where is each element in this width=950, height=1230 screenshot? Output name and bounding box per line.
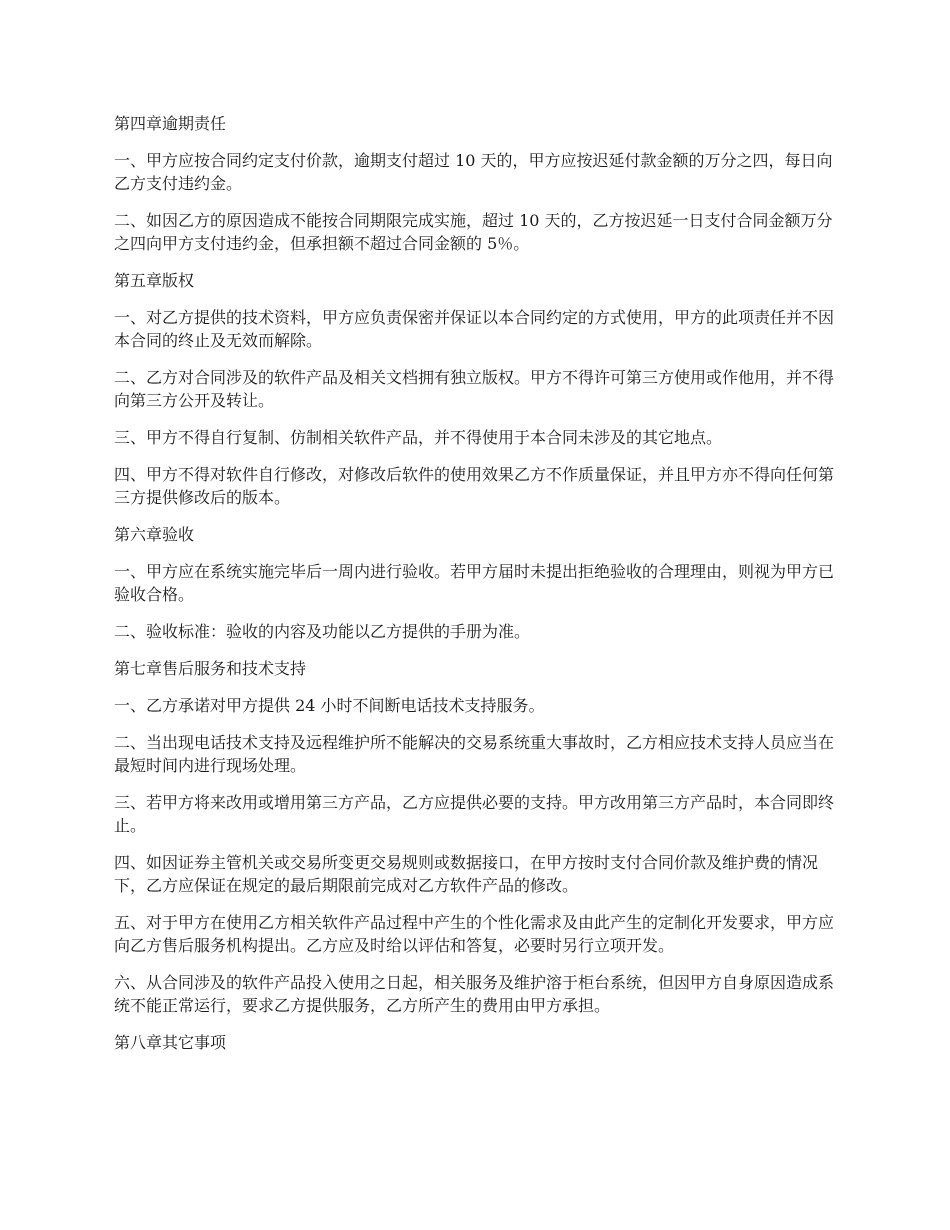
section-heading: 第八章其它事项: [114, 1033, 227, 1052]
paragraph: 二、当出现电话技术支持及远程维护所不能解决的交易系统重大事故时，乙方相应技术支持人员应当在最短时间内进行现场处理。: [114, 733, 835, 775]
document-page: [114, 112, 844, 1068]
section-heading: 第六章验收: [114, 525, 195, 544]
paragraph: 三、甲方不得自行复制、仿制相关软件产品，并不得使用于本合同未涉及的其它地点。: [114, 428, 723, 447]
paragraph: 二、如因乙方的原因造成不能按合同期限完成实施，超过 10 天的，乙方按迟延一日支付合同金额万分之四向甲方支付违约金，但承担额不超过合同金额的 5％。: [114, 211, 833, 253]
paragraph: 二、验收标准：验收的内容及功能以乙方提供的手册为准。: [114, 622, 531, 641]
paragraph: 四、甲方不得对软件自行修改，对修改后软件的使用效果乙方不作质量保证，并且甲方亦不得向任何第三方提供修改后的版本。: [114, 465, 835, 507]
section-heading: 第四章逾期责任: [114, 114, 227, 133]
paragraph: 五、对于甲方在使用乙方相关软件产品过程中产生的个性化需求及由此产生的定制化开发要求，甲方应向乙方售后服务机构提出。乙方应及时给以评估和答复，必要时另行立项开发。: [114, 913, 835, 955]
paragraph: 六、从合同涉及的软件产品投入使用之日起，相关服务及维护溶于柜台系统，但因甲方自身原因造成系统不能正常运行，要求乙方提供服务，乙方所产生的费用由甲方承担。: [114, 973, 835, 1015]
section-heading: 第五章版权: [114, 271, 195, 290]
paragraph: 二、乙方对合同涉及的软件产品及相关文档拥有独立版权。甲方不得许可第三方使用或作他用，并不得向第三方公开及转让。: [114, 368, 835, 410]
section-heading: 第七章售后服务和技术支持: [114, 659, 307, 678]
paragraph: 三、若甲方将来改用或增用第三方产品，乙方应提供必要的支持。甲方改用第三方产品时，本合同即终止。: [114, 793, 835, 835]
paragraph: 一、对乙方提供的技术资料，甲方应负责保密并保证以本合同约定的方式使用，甲方的此项责任并不因本合同的终止及无效而解除。: [114, 308, 835, 350]
paragraph: 一、乙方承诺对甲方提供 24 小时不间断电话技术支持服务。: [114, 696, 545, 715]
paragraph: 一、甲方应按合同约定支付价款，逾期支付超过 10 天的，甲方应按迟延付款金额的万分之四，每日向乙方支付违约金。: [114, 151, 833, 193]
paragraph: 一、甲方应在系统实施完毕后一周内进行验收。若甲方届时未提出拒绝验收的合理理由，则视为甲方已验收合格。: [114, 562, 835, 604]
paragraph: 四、如因证券主管机关或交易所变更交易规则或数据接口，在甲方按时支付合同价款及维护费的情况下，乙方应保证在规定的最后期限前完成对乙方软件产品的修改。: [114, 853, 819, 895]
